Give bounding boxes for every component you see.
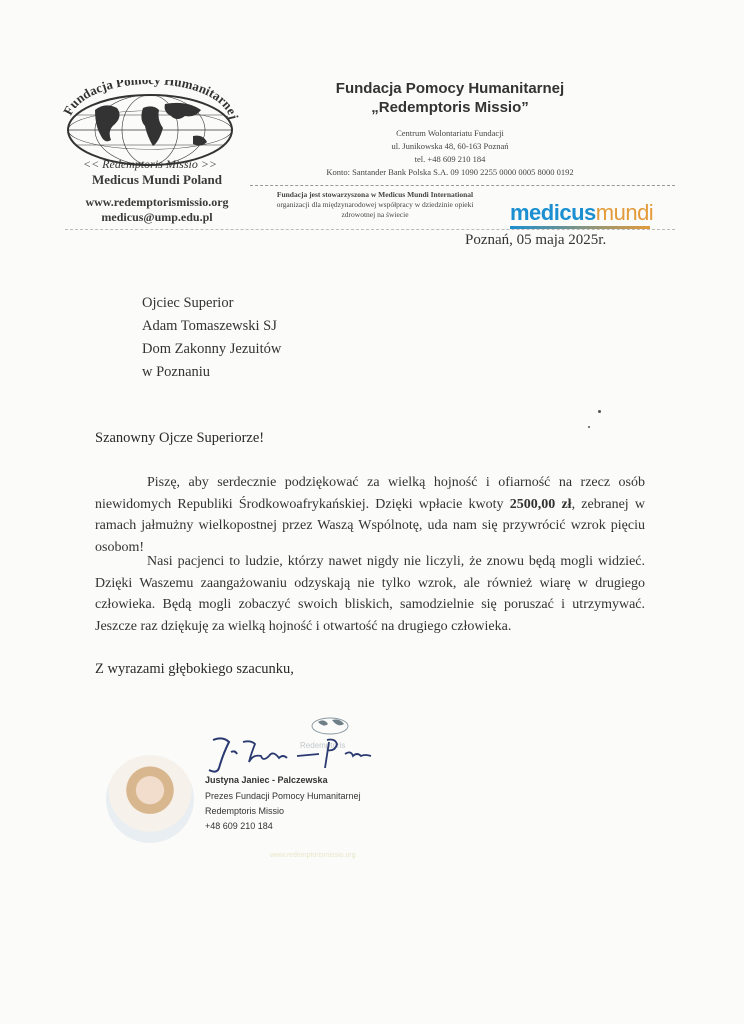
logo-arc-text: Fundacja Pom Humanitarnej <box>60 80 242 121</box>
donation-amount: 2500,00 zł <box>509 496 572 512</box>
stamp-text: Redemptoris <box>300 741 346 750</box>
signatory-role: Prezes Fundacji Pomocy Humanitarnej <box>205 791 361 801</box>
closing: Z wyrazami głębokiego szacunku, <box>95 661 294 677</box>
email-link[interactable]: medicus@ump.edu.pl <box>101 210 213 224</box>
logo-medicus: medicus <box>510 200 596 225</box>
signatory-name: Justyna Janiec - Palczewska <box>205 775 328 785</box>
medicus-mundi-logo <box>510 200 653 226</box>
contact-line: Centrum Wolontariatu Fundacji <box>396 128 504 138</box>
paragraph-2 <box>95 551 645 637</box>
medicus-mundi-poland: Medicus Mundi Poland <box>91 172 223 187</box>
mmi-line: zdrowotnej na świecie <box>341 210 409 219</box>
salutation: Szanowny Ojcze Superiorze! <box>95 430 265 446</box>
mmi-bold-line: Fundacja jest stowarzyszona w Medicus Mundi International <box>276 190 474 199</box>
paragraph-2-text: Nasi pacjenci to ludzie, którzy nawet nigdy nie liczyli, że znowu będą mogli widzieć. Dzięki Waszemu zaangażowaniu odzyskają nie tylko wzrok, ale również wiarę w drugiego człowieka. Będą mogli zobaczyć swoich bliskich, samodzielnie się poruszać i utrzymywać. Jeszcze raz dziękuję za wielką hojność i otwartość na drugiego człowieka. <box>95 554 645 634</box>
paragraph-1-text-end: , zebranej w ramach jałmużny wielkopostnej przez Waszą Wspólnotę, uda nam się przywrócić wzrok pięciu osobom! <box>95 496 645 555</box>
header-bottom-divider <box>65 229 675 230</box>
contact-line: tel. +48 609 210 184 <box>414 154 486 164</box>
recipient-line: Adam Tomaszewski SJ <box>142 318 277 334</box>
signatory-photo <box>106 755 194 843</box>
website-link[interactable]: www.redemptorismissio.org <box>85 195 229 209</box>
bank-account: Konto: Santander Bank Polska S.A. 09 1090 2255 0000 0005 8000 0192 <box>326 167 574 177</box>
letter-date: Poznań, 05 maja 2025r. <box>465 232 607 248</box>
foundation-subtitle: „Redemptoris Missio” <box>371 99 529 116</box>
recipient-line: Dom Zakonny Jezuitów <box>142 341 282 357</box>
mmi-affiliation <box>255 190 495 220</box>
recipient-line: w Poznaniu <box>142 364 211 380</box>
contact-line: ul. Junikowska 48, 60-163 Poznań <box>391 141 509 151</box>
faint-website: www.redemptorismissio.org <box>270 852 356 859</box>
scan-speck <box>598 410 601 413</box>
logo-ribbon-text: << Redemptoris Missio >> <box>82 157 218 171</box>
foundation-title: Fundacja Pomocy Humanitarnej <box>335 80 565 97</box>
logo-mundi: mundi <box>595 200 654 225</box>
paragraph-1 <box>95 472 645 558</box>
paragraph-1-text: Piszę, aby serdecznie podziękować za wielką hojność i ofiarność na rzecz osób niewidomych Republiki Środkowoafrykańskiej. Dzięki wpłacie kwoty <box>95 475 645 512</box>
header-divider <box>250 185 675 186</box>
signatory-org: Redemptoris Missio <box>205 806 285 816</box>
foundation-logo <box>55 80 245 172</box>
recipient-line: Ojciec Superior <box>142 295 234 311</box>
mmi-line: organizacji dla międzynarodowej współpracy w dziedzinie opieki <box>276 200 474 209</box>
scan-speck <box>588 426 590 428</box>
signatory-phone: +48 609 210 184 <box>205 821 273 831</box>
